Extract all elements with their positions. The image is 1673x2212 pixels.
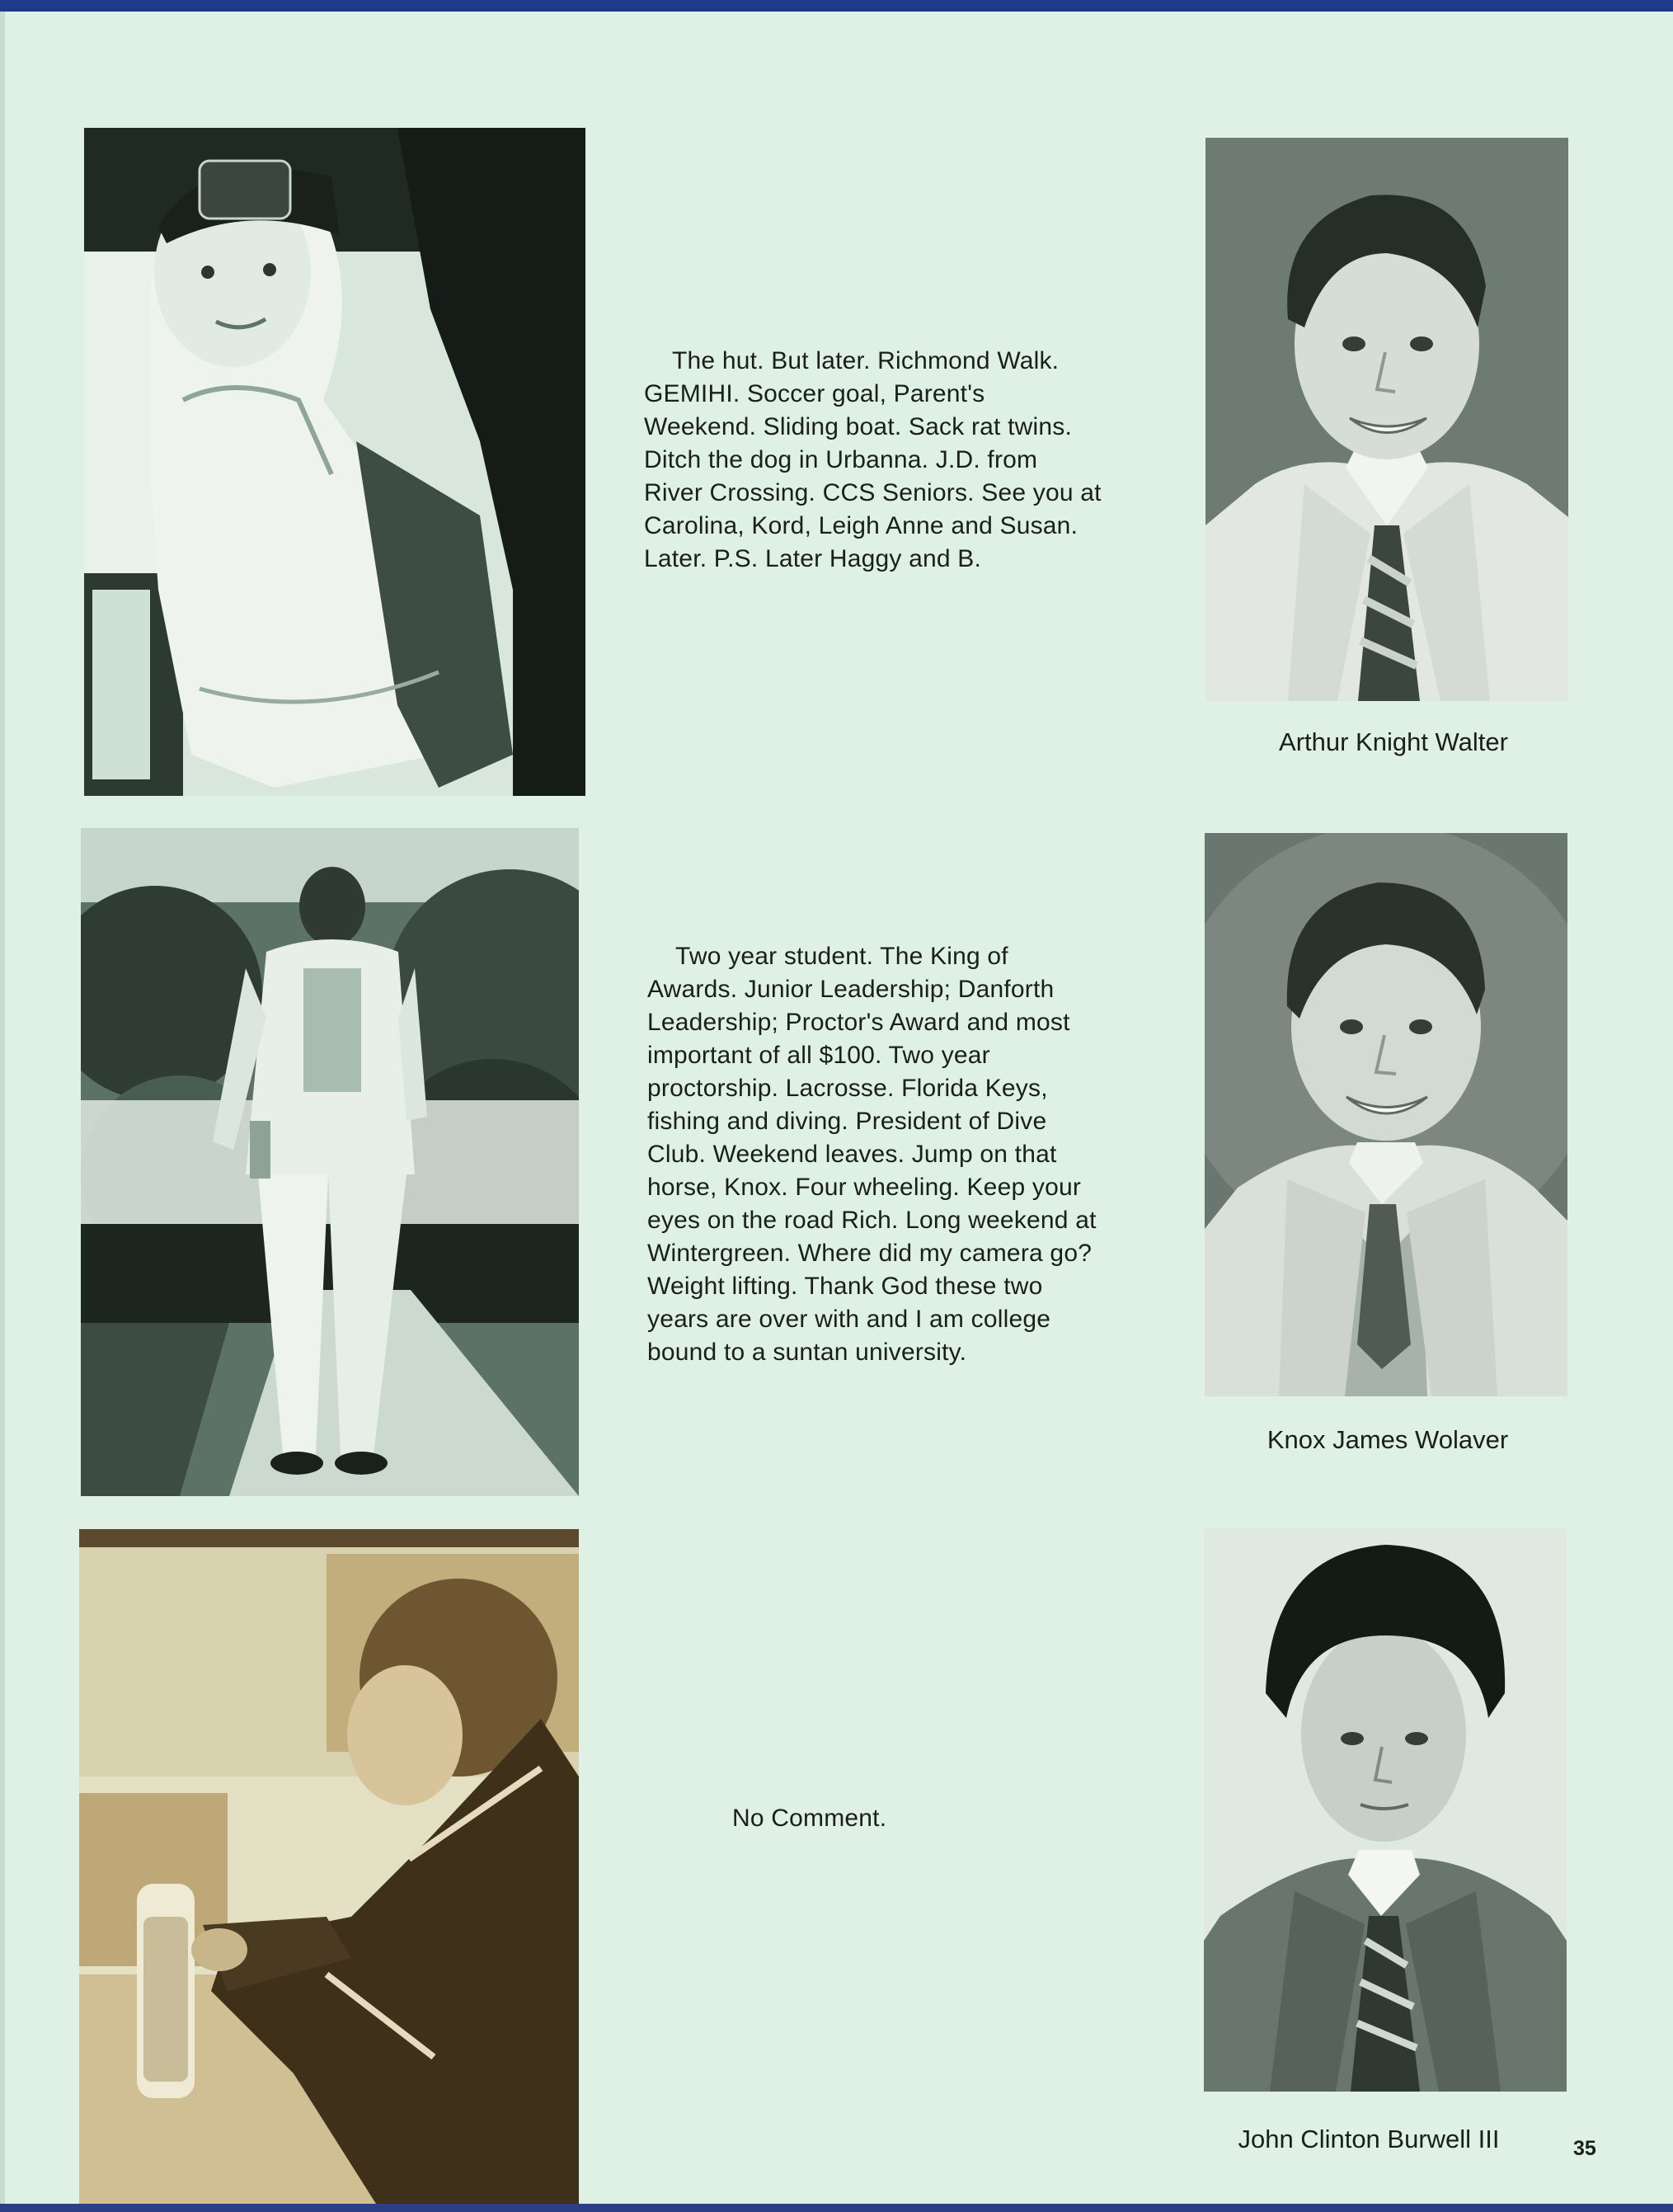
portrait-caption-burwell: John Clinton Burwell III (1238, 2125, 1500, 2153)
portrait-caption-wolaver: Knox James Wolaver (1266, 1425, 1509, 1454)
cover-edge-top (0, 0, 1673, 12)
portrait-photo-walter (1205, 138, 1568, 701)
bio-line: eyes on the road Rich. Long weekend at (647, 1207, 1097, 1234)
portrait-photo-burwell (1204, 1528, 1567, 2092)
bio-line: bound to a suntan university. (647, 1339, 967, 1366)
bio-line: No Comment. (732, 1805, 887, 1832)
portrait-photo-wolaver (1205, 833, 1567, 1396)
bio-line: fishing and diving. President of Dive (647, 1108, 1047, 1135)
bio-line: Carolina, Kord, Leigh Anne and Susan. (644, 512, 1079, 539)
bio-line: Two year student. The King of (675, 943, 1008, 970)
candid-photo-walking (81, 828, 579, 1496)
bio-text-walter (644, 345, 1155, 576)
bio-line: Weight lifting. Thank God these two (647, 1273, 1043, 1300)
candid-photo-sepia (79, 1529, 579, 2204)
bio-line: Wintergreen. Where did my camera go? (647, 1240, 1093, 1267)
bio-line: Later. P.S. Later Haggy and B. (644, 545, 982, 572)
page-gutter (0, 12, 5, 2204)
bio-line: years are over with and I am college (647, 1306, 1051, 1333)
bio-line: proctorship. Lacrosse. Florida Keys, (647, 1075, 1048, 1102)
bio-line: Awards. Junior Leadership; Danforth (647, 976, 1055, 1003)
bio-line: Leadership; Proctor's Award and most (647, 1009, 1070, 1036)
portrait-caption-walter: Arthur Knight Walter (1279, 727, 1508, 756)
page-number: 35 (1573, 2137, 1596, 2160)
bio-line: Weekend. Sliding boat. Sack rat twins. (644, 413, 1072, 440)
bio-line: important of all $100. Two year (647, 1042, 990, 1069)
cover-edge-bottom (0, 2204, 1673, 2212)
candid-photo-cap (84, 128, 585, 796)
bio-line: GEMIHI. Soccer goal, Parent's (644, 380, 985, 407)
bio-line: River Crossing. CCS Seniors. See you at (644, 479, 1102, 506)
bio-line: Club. Weekend leaves. Jump on that (647, 1141, 1057, 1168)
bio-text-wolaver (647, 940, 1158, 1369)
bio-line: Ditch the dog in Urbanna. J.D. from (644, 446, 1038, 473)
bio-line: The hut. But later. Richmond Walk. (672, 347, 1060, 374)
bio-line: horse, Knox. Four wheeling. Keep your (647, 1174, 1082, 1201)
bio-text-burwell (732, 1802, 1062, 1835)
